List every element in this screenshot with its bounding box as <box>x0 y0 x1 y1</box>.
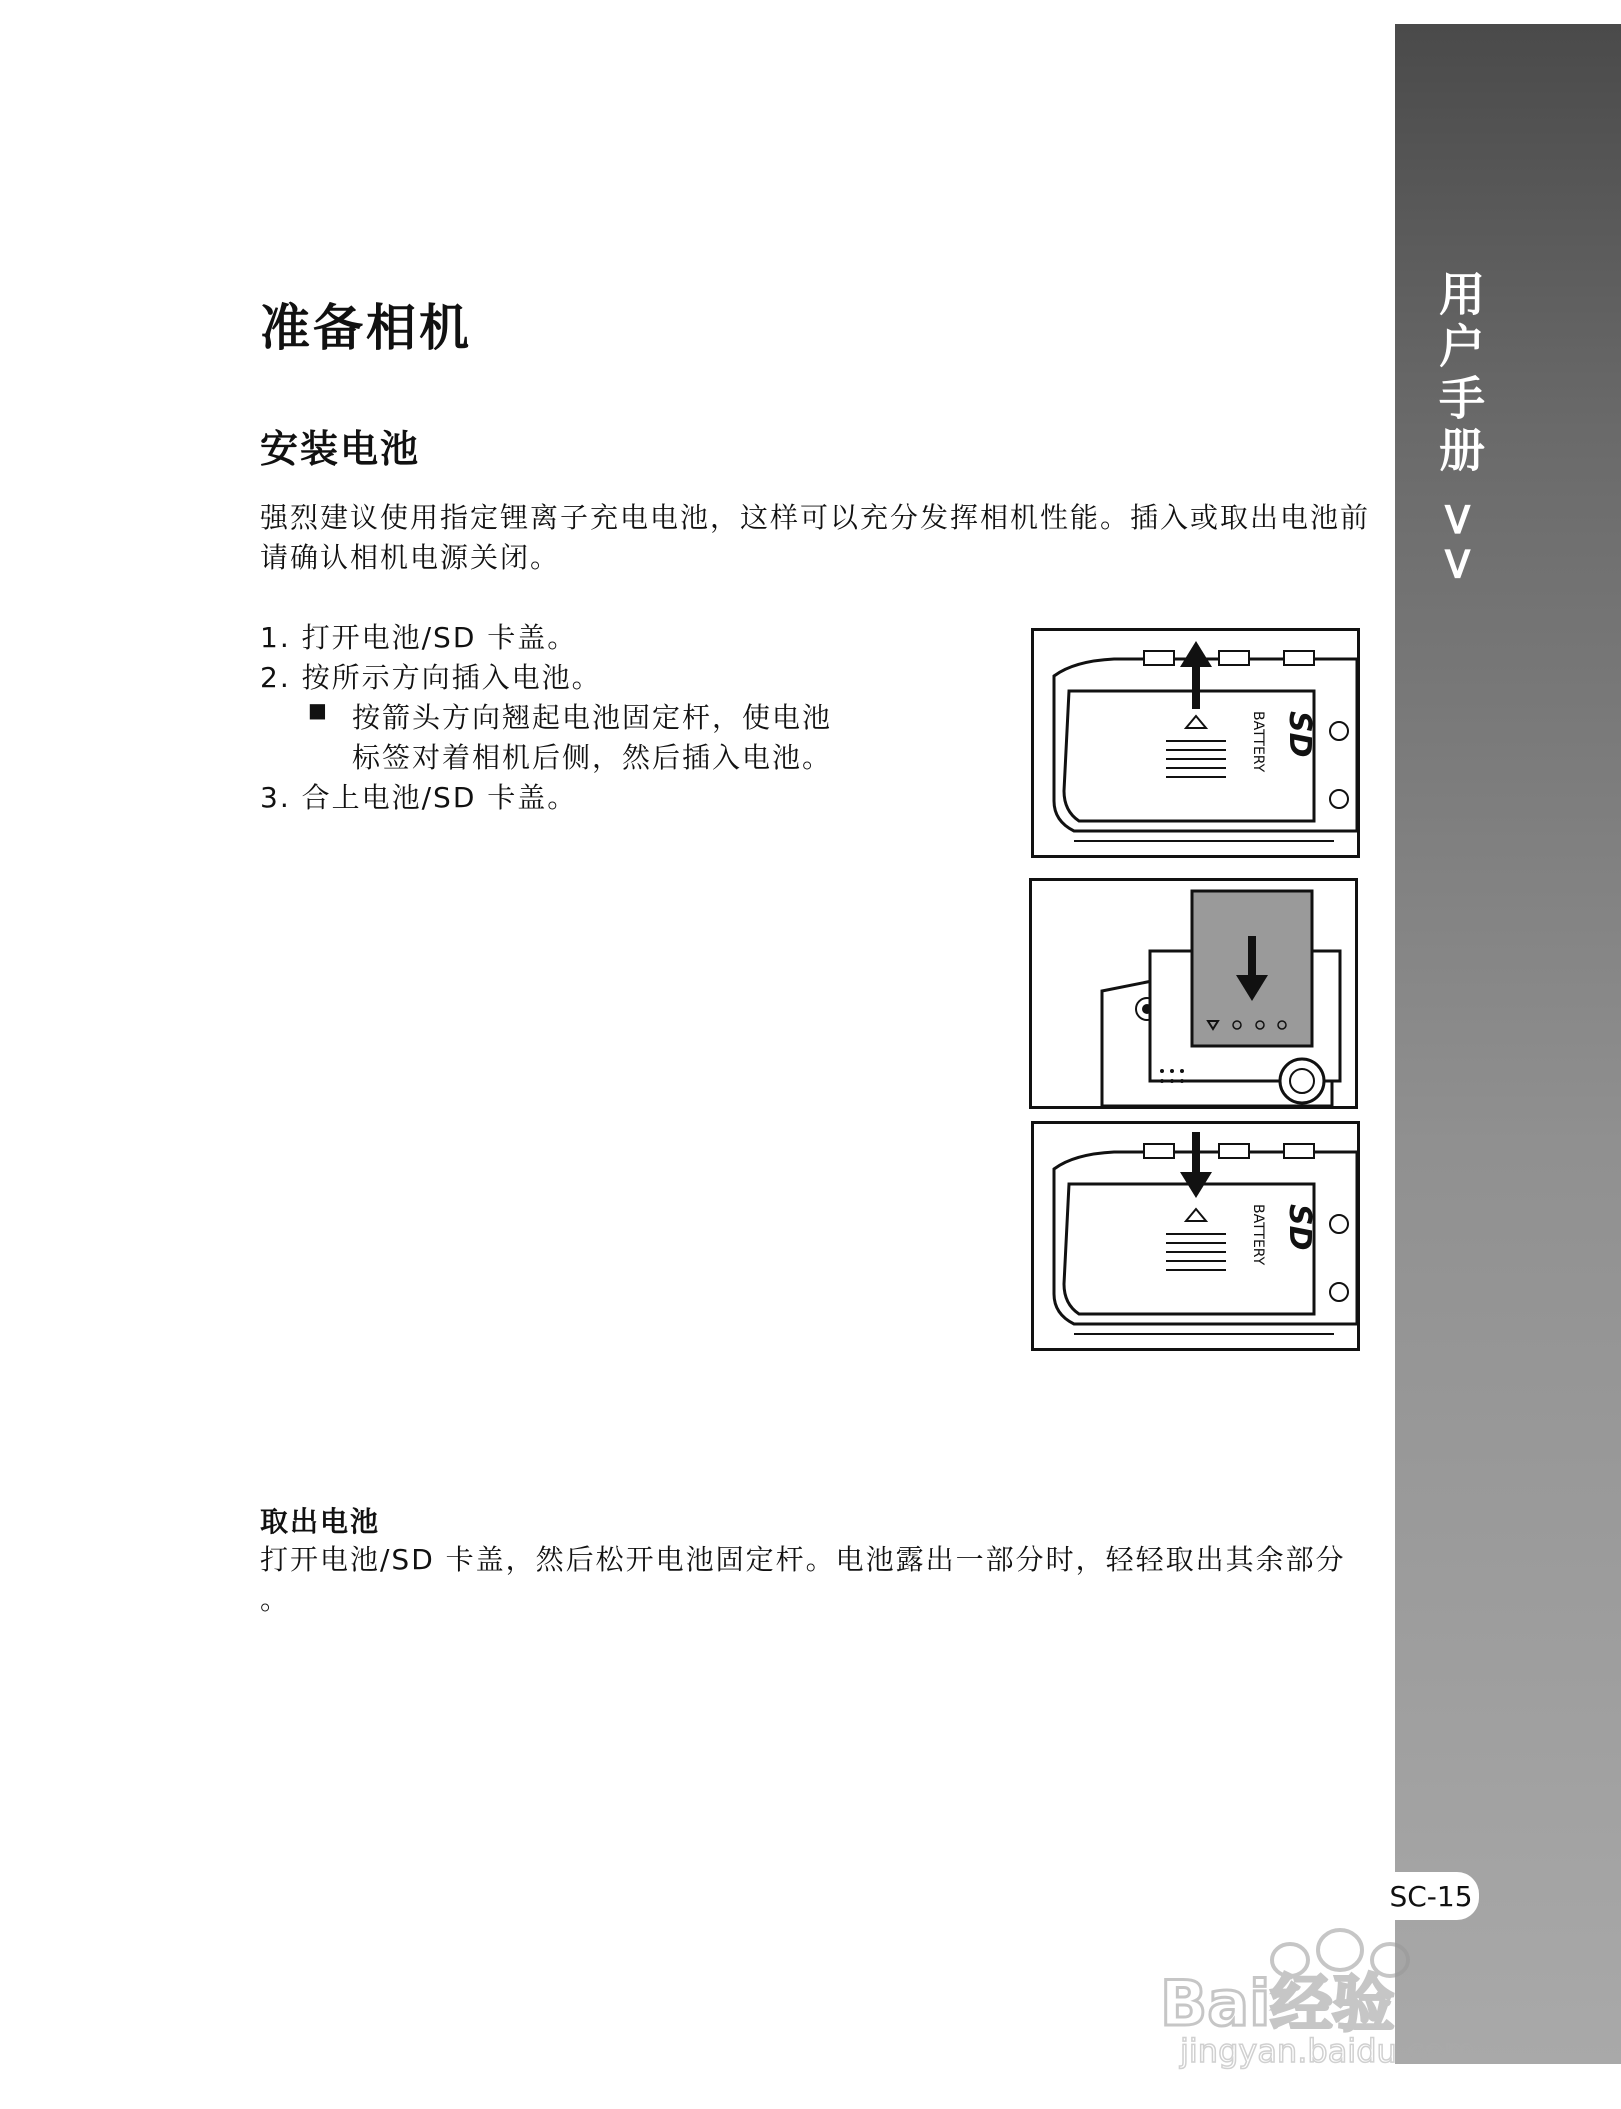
section-title: 安装电池 <box>260 427 421 471</box>
bullet-line-2: 标签对着相机后侧，然后插入电池。 <box>352 741 833 774</box>
figure-close-cover <box>1031 1121 1360 1351</box>
watermark-url: jingyan.baidu.com <box>1180 2032 1476 2070</box>
battery-label: BATTERY <box>1250 711 1266 773</box>
bullet-line-1: 按箭头方向翘起电池固定杆，使电池 <box>352 701 833 734</box>
page-title: 准备相机 <box>260 299 472 357</box>
steps-list <box>260 618 910 818</box>
sd-logo: SD <box>1282 711 1317 758</box>
page-number: SC-15 <box>1383 1872 1479 1920</box>
step-1: 1. 打开电池/SD 卡盖。 <box>260 621 578 654</box>
figure-insert-battery <box>1029 878 1358 1109</box>
intro-paragraph: 强烈建议使用指定锂离子充电电池，这样可以充分发挥相机性能。插入或取出电池前请确认相机电源关闭。 <box>260 501 1371 574</box>
battery-label: BATTERY <box>1250 1204 1266 1266</box>
remove-battery-body: 打开电池/SD 卡盖，然后松开电池固定杆。电池露出一部分时，轻轻取出其余部分 。 <box>260 1543 1346 1616</box>
square-bullet-icon: ■ <box>308 698 329 722</box>
figure-open-cover <box>1031 628 1360 858</box>
watermark-brand: Bai经验 <box>1160 1967 1395 2040</box>
step-3: 3. 合上电池/SD 卡盖。 <box>260 781 578 814</box>
remove-battery-title: 取出电池 <box>260 1505 381 1538</box>
sd-logo: SD <box>1282 1204 1317 1251</box>
step-2: 2. 按所示方向插入电池。 <box>260 661 602 694</box>
step-2-bullet <box>260 698 910 778</box>
sidebar-label: 用户手册 >> <box>1432 270 1486 590</box>
baidu-watermark-logo <box>1140 1900 1540 2070</box>
